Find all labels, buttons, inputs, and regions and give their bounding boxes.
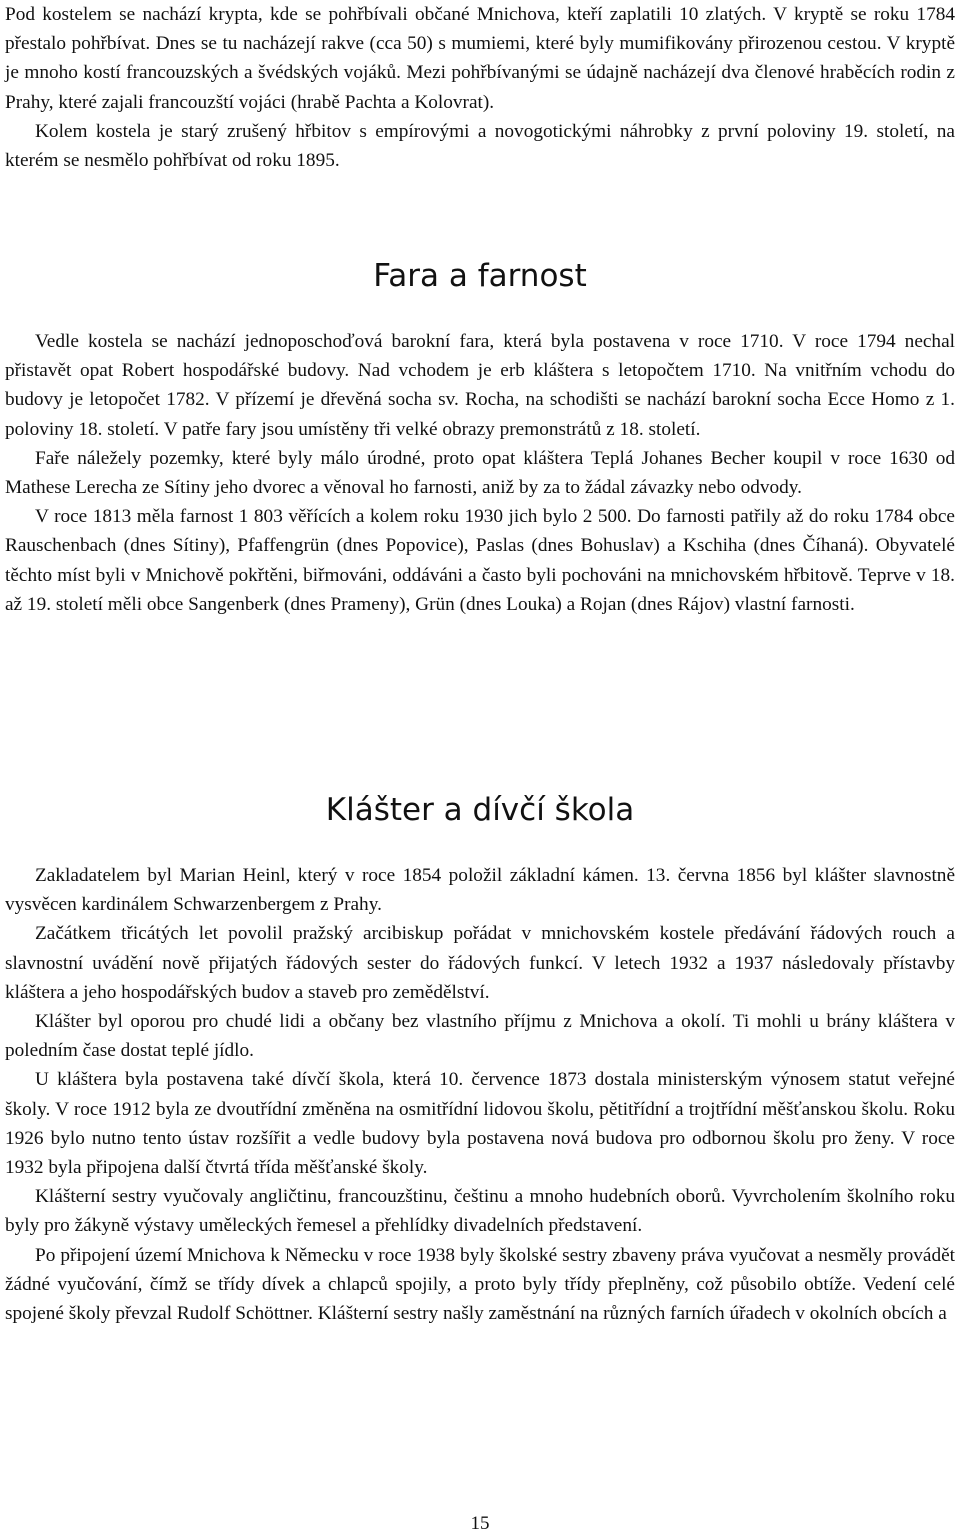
- paragraph: V roce 1813 měla farnost 1 803 věřících a kolem roku 1930 jich bylo 2 500. Do farnosti patřily až do roku 1784 obce Rauschenbach (dnes Sítiny), Pfaffengrün (dnes Popovice), Paslas (dnes Bohuslav) a Kschiha (dnes Číhaná). Obyvatelé těchto míst byli v Mnichově pokřtěni, biřmováni, oddáváni a často byli pochováni na mnichovském hřbitově. Teprve v 18. až 19. století měli obce Sangenberk (dnes Prameny), Grün (dnes Louka) a Rojan (dnes Rájov) vlastní farnosti.: [5, 506, 955, 615]
- section-heading-klaster: Klášter a dívčí škola: [325, 792, 635, 828]
- section-fara-text: [5, 327, 955, 619]
- page-number: 15: [470, 1513, 490, 1534]
- intro-text: [5, 0, 955, 175]
- paragraph: Vedle kostela se nachází jednoposchoďová barokní fara, která byla postavena v roce 1710. V roce 1794 nechal přistavět opat Robert hospodářské budovy. Nad vchodem je erb kláštera s letopočtem 1710. Na vnitřním vchodu do budovy je letopočet 1782. V přízemí je dřevěná socha sv. Rocha, na schodišti se nachází barokní socha Ecce Homo z 1. poloviny 18. století. V patře fary jsou umístěny tři velké obrazy premonstrátů z 18. století.: [5, 331, 955, 440]
- paragraph: Klášter byl oporou pro chudé lidi a občany bez vlastního příjmu z Mnichova a okolí. Ti mohli u brány kláštera v poledním čase dostat teplé jídlo.: [5, 1011, 955, 1062]
- paragraph: Začátkem třicátých let povolil pražský arcibiskup pořádat v mnichovském kostele předávání řádových rouch a slavnostní uvádění nově přijatých řádových sester do řádových funkcí. V letech 1932 a 1937 následovaly přístavby kláštera a jeho hospodářských budov a staveb pro zemědělství.: [5, 923, 955, 1003]
- paragraph: Po připojení území Mnichova k Německu v roce 1938 byly školské sestry zbaveny práva vyučovat a nesměly provádět žádné vyučování, čímž se třídy dívek a chlapců spojily, a proto byly třídy přeplněny, což působilo obtíže. Vedení celé spojené školy převzal Rudolf Schöttner. Klášterní sestry našly zaměstnání na různých farních úřadech v okolních obcích a: [5, 1244, 955, 1325]
- section-heading-fara: Fara a farnost: [373, 258, 587, 294]
- paragraph: Faře náležely pozemky, které byly málo úrodné, proto opat kláštera Teplá Johanes Becher koupil v roce 1630 od Mathese Lerecha ze Sítiny jeho dvorec a věnoval ho farnosti, aniž by za to žádal závazky nebo odvody.: [5, 447, 955, 499]
- section-klaster-text: [5, 861, 955, 1328]
- paragraph: Zakladatelem byl Marian Heinl, který v roce 1854 položil základní kámen. 13. června 1856 byl klášter slavnostně vysvěcen kardinálem Schwarzenbergem z Prahy.: [5, 865, 955, 916]
- paragraph: Kolem kostela je starý zrušený hřbitov s empírovými a novogotickými náhrobky z první poloviny 19. století, na kterém se nesmělo pohřbívat od roku 1895.: [5, 120, 955, 172]
- paragraph: U kláštera byla postavena také dívčí škola, která 10. července 1873 dostala ministerským výnosem statut veřejné školy. V roce 1912 byla ze dvoutřídní změněna na osmitřídní lidovou školu, pětitřídní a trojtřídní měšťanskou školu. Roku 1926 bylo nutno tento ústav rozšířit a vedle budovy byla postavena nová budova pro odbornou školu pro ženy. V roce 1932 byla připojena další čtvrtá třída měšťanské školy.: [5, 1069, 955, 1179]
- paragraph: Klášterní sestry vyučovaly angličtinu, francouzštinu, češtinu a mnoho hudebních oborů. Vyvrcholením školního roku byly pro žákyně výstavy uměleckých řemesel a přehlídky divadelních představení.: [5, 1186, 955, 1237]
- paragraph: Pod kostelem se nachází krypta, kde se pohřbívali občané Mnichova, kteří zaplatili 10 zlatých. V kryptě se roku 1784 přestalo pohřbívat. Dnes se tu nacházejí rakve (cca 50) s mumiemi, které byly mumifikovány přirozenou cestou. V kryptě je mnoho kostí francouzských a švédských vojáků. Mezi pohřbívanými se údajně nacházejí dva členové hraběcích rodin z Prahy, které zajali francouzští vojáci (hrabě Pachta a Kolovrat).: [5, 4, 955, 113]
